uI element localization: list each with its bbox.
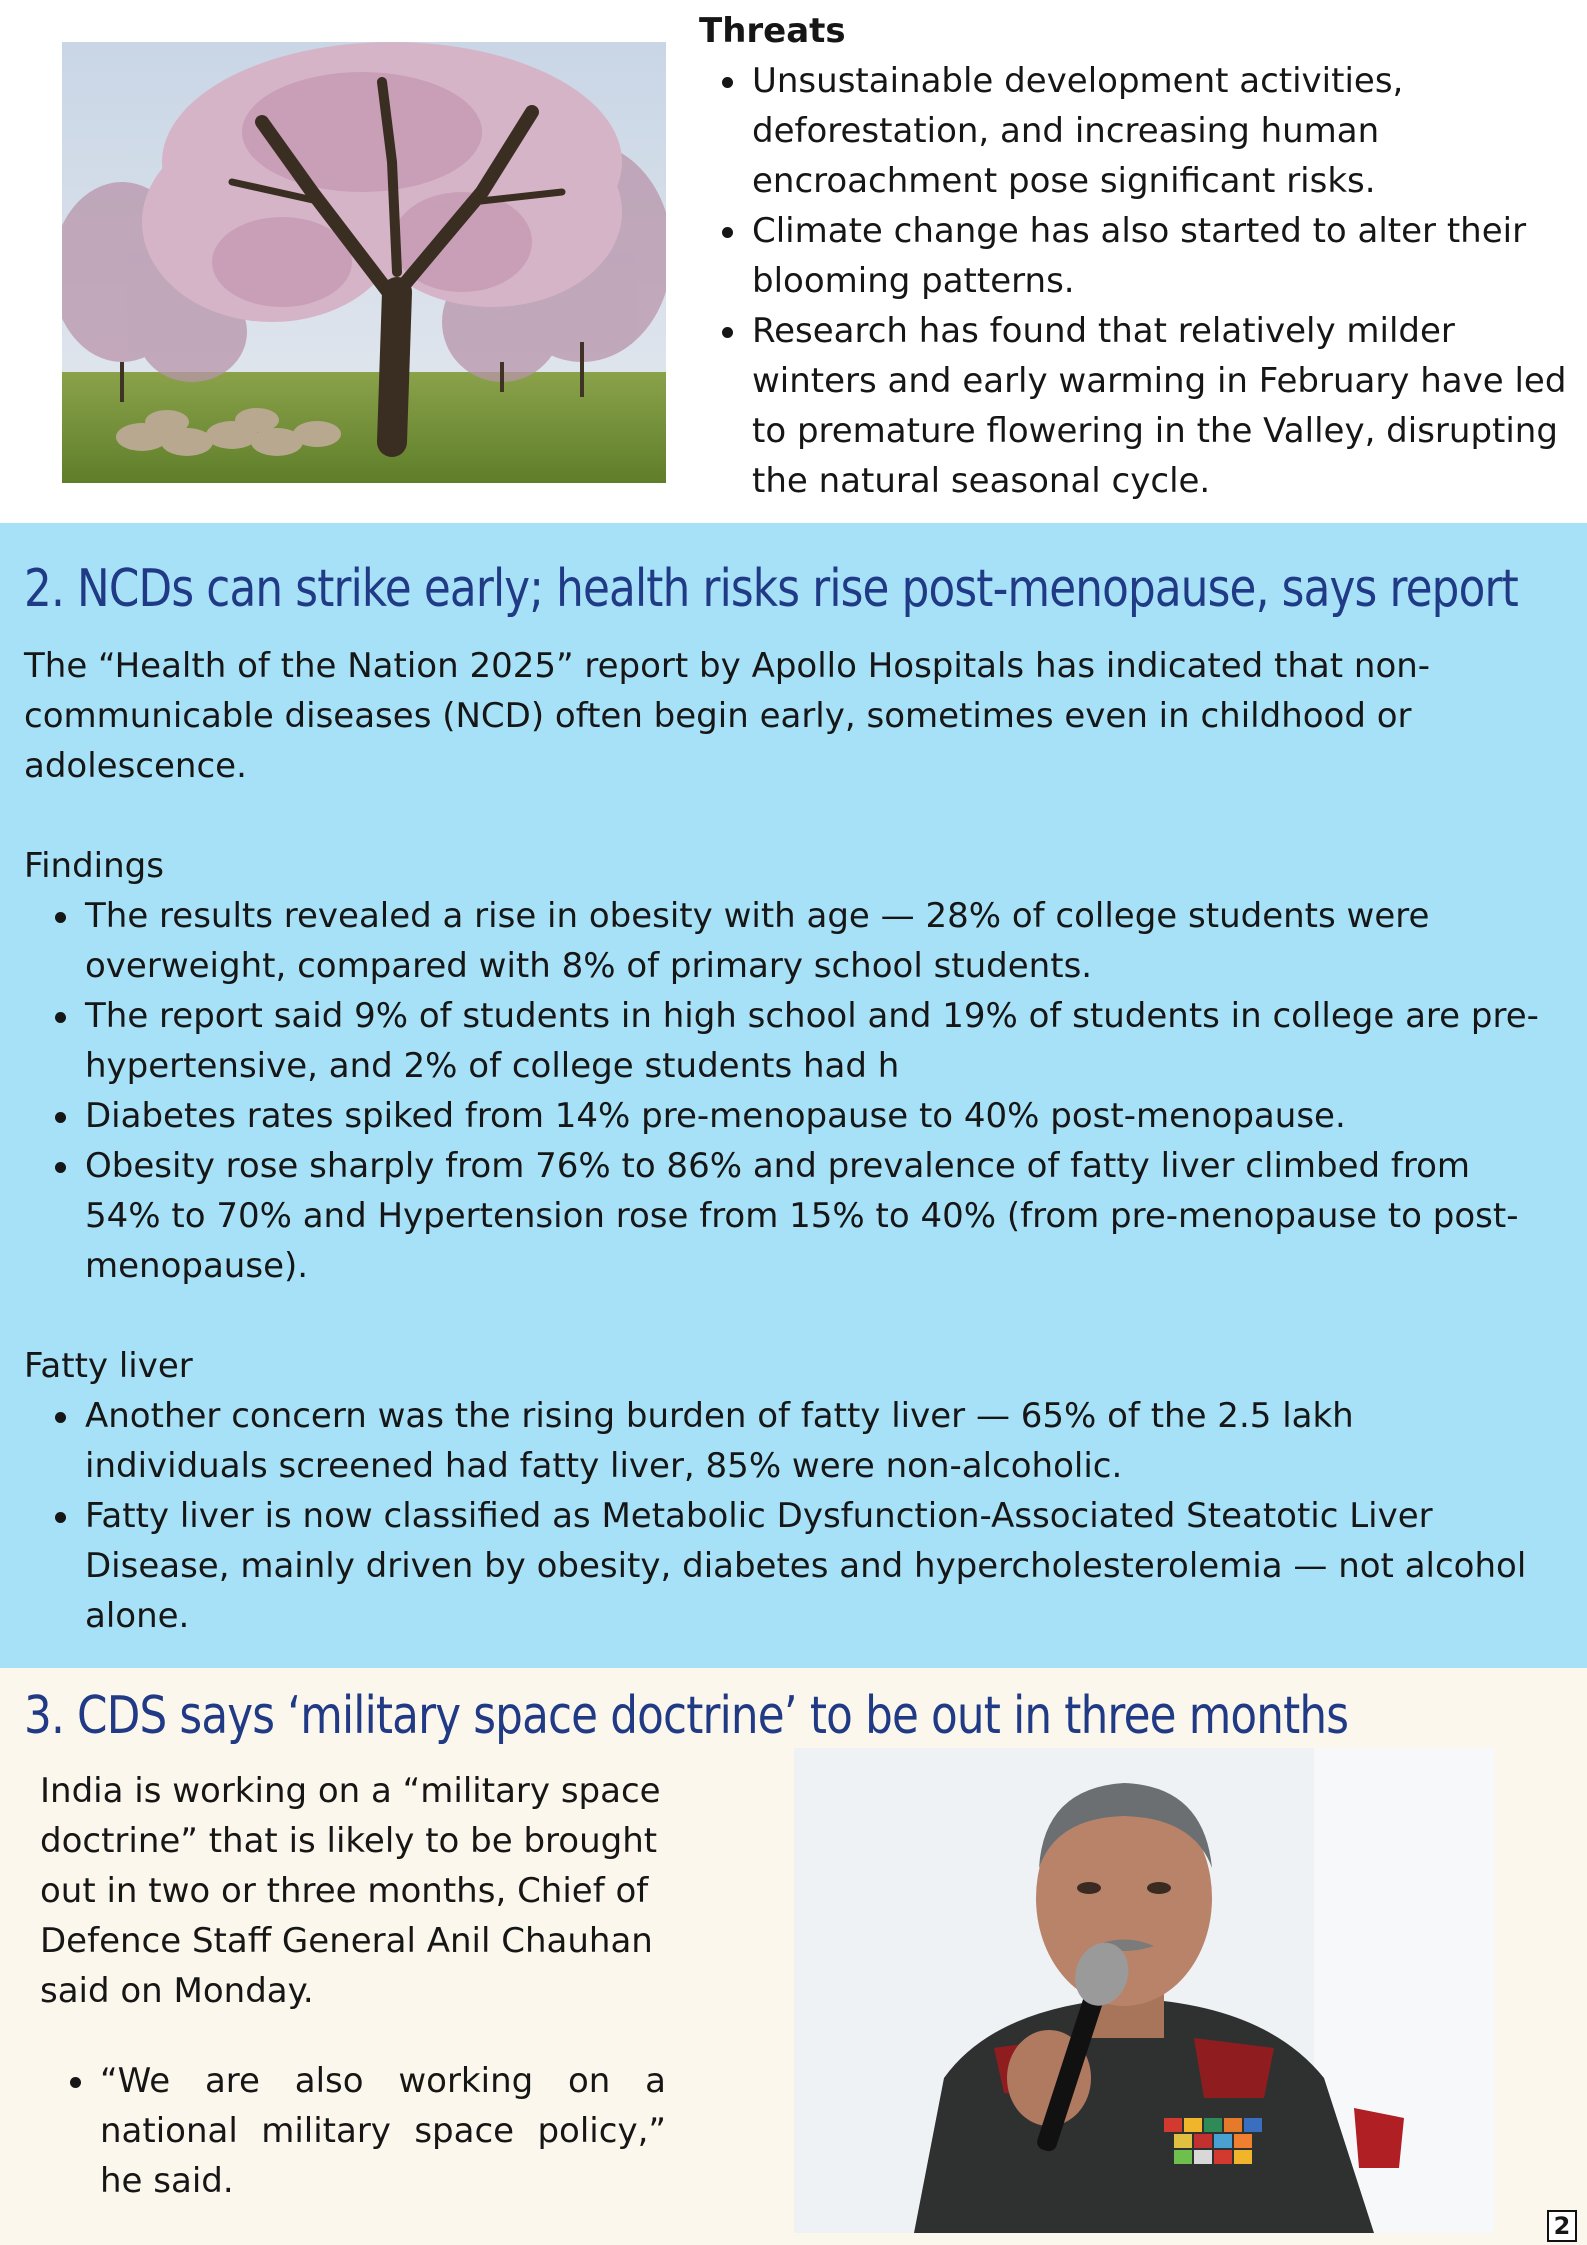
threats-heading: Threats — [699, 11, 846, 51]
list-item: Diabetes rates spiked from 14% pre-menopause to 40% post-menopause. — [85, 1091, 1545, 1141]
cds-paragraph: India is working on a “military space doctrine” that is likely to be brought out in two or three months, Chief of Defence Staff General Anil Chauhan said on Monday. — [40, 1771, 661, 2011]
ncd-section — [0, 523, 1587, 1668]
findings-label: Findings — [24, 846, 164, 886]
threats-section — [0, 0, 1587, 523]
threats-list — [752, 56, 1582, 506]
page-number: 2 — [1547, 2210, 1577, 2242]
cds-headline: 3. CDS says ‘military space doctrine’ to be out in three months — [24, 1686, 1349, 1746]
list-item: “We are also working on a national military space policy,” he said. — [100, 2056, 666, 2206]
list-item: Fatty liver is now classified as Metabolic Dysfunction-Associated Steatotic Liver Disease, mainly driven by obesity, diabetes and hypercholesterolemia — not alcohol alone. — [85, 1491, 1545, 1641]
ncd-intro: The “Health of the Nation 2025” report by Apollo Hospitals has indicated that non-communicable diseases (NCD) often begin early, sometimes even in childhood or adolescence. — [24, 646, 1431, 786]
list-item: Another concern was the rising burden of fatty liver — 65% of the 2.5 lakh individuals screened had fatty liver, 85% were non-alcoholic. — [85, 1391, 1545, 1491]
list-item: The results revealed a rise in obesity with age — 28% of college students were overweight, compared with 8% of primary school students. — [85, 891, 1545, 991]
list-item: Obesity rose sharply from 76% to 86% and prevalence of fatty liver climbed from 54% to 70% and Hypertension rose from 15% to 40% (from pre-menopause to post-menopause). — [85, 1141, 1545, 1291]
list-item: Climate change has also started to alter their blooming patterns. — [752, 206, 1582, 306]
fatty-liver-label: Fatty liver — [24, 1346, 193, 1386]
quote-list — [100, 2056, 666, 2206]
ncd-headline: 2. NCDs can strike early; health risks rise post-menopause, says report — [24, 559, 1518, 619]
findings-list — [85, 891, 1545, 1291]
cds-section — [0, 1668, 1587, 2245]
list-item: The report said 9% of students in high school and 19% of students in college are pre-hypertensive, and 2% of college students had h — [85, 991, 1545, 1091]
list-item: Unsustainable development activities, deforestation, and increasing human encroachment pose significant risks. — [752, 56, 1582, 206]
fatty-liver-list — [85, 1391, 1545, 1641]
almond-orchard-photo — [62, 42, 666, 483]
general-photo — [794, 1748, 1494, 2233]
list-item: Research has found that relatively milder winters and early warming in February have led to premature flowering in the Valley, disrupting the natural seasonal cycle. — [752, 306, 1582, 506]
